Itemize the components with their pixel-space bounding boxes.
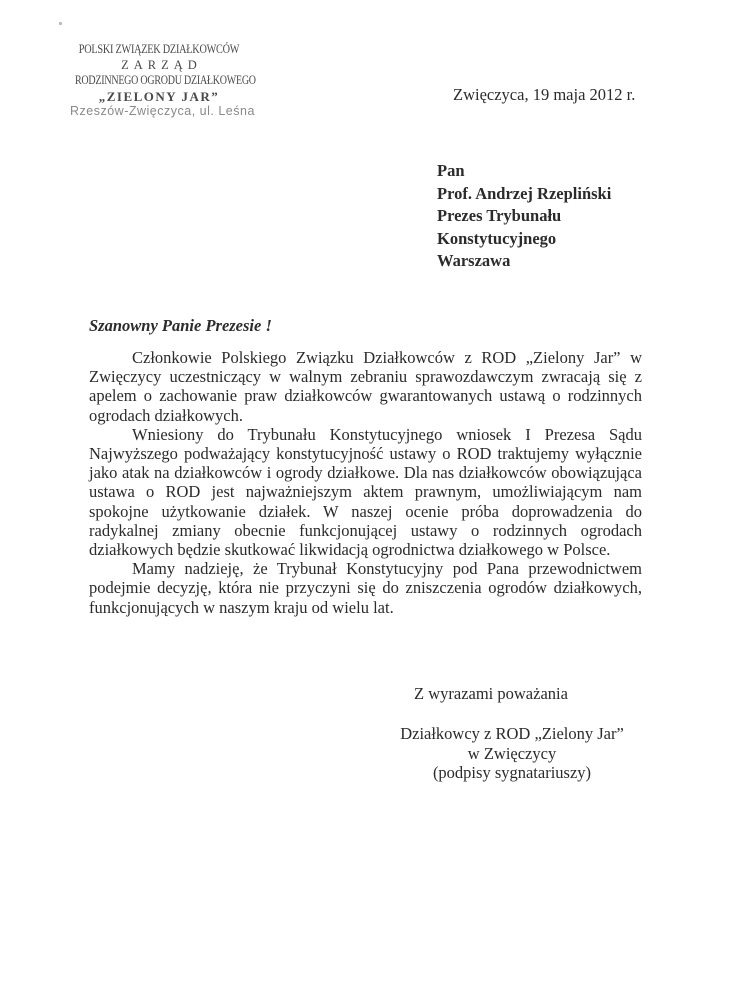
letter-date: Zwięczyca, 19 maja 2012 r. xyxy=(453,85,636,104)
stamp-line-board: ZARZĄD xyxy=(121,57,202,72)
body-paragraph: Mamy nadzieję, że Trybunał Konstytucyjny pod Pana przewodnictwem podejmie decyzję, która nie przyczyni się do zniszczenia ogrodów działkowych, funkcjonujących w naszym kraju od wielu lat. xyxy=(89,559,642,617)
signature-line-note: (podpisy sygnatariuszy) xyxy=(432,763,592,782)
scan-speck xyxy=(59,22,62,25)
addressee-city: Warszawa xyxy=(437,251,511,270)
stamp-line-garden-name: „ZIELONY JAR” xyxy=(98,88,220,104)
body-paragraph: Członkowie Polskiego Związku Działkowców z ROD „Zielony Jar” w Zwięczycy uczestniczący w walnym zebraniu sprawozdawczym zwracają się z apelem o zachowanie praw działkowców gwarantowanych ustawą o rodzinnych ogrodach działkowych. xyxy=(89,348,642,425)
addressee-institution: Konstytucyjnego xyxy=(437,228,557,248)
stamp-line-garden-type: RODZINNEGO OGRODU DZIAŁKOWEGO xyxy=(75,73,256,87)
signature-line-senders: Działkowcy z ROD „Zielony Jar” xyxy=(400,724,624,743)
addressee-block xyxy=(437,160,611,273)
stamp-line-organization: POLSKI ZWIĄZEK DZIAŁKOWCÓW xyxy=(78,42,240,56)
letter-body xyxy=(89,348,642,617)
closing-phrase: Z wyrazami poważania xyxy=(414,684,568,703)
addressee-position: Prezes Trybunału xyxy=(437,206,562,225)
organization-stamp xyxy=(54,42,264,120)
addressee-name: Prof. Andrzej Rzepliński xyxy=(437,183,612,203)
salutation: Szanowny Panie Prezesie ! xyxy=(89,316,272,335)
addressee-title: Pan xyxy=(437,161,465,180)
stamp-line-address: Rzeszów-Zwięczyca, ul. Leśna xyxy=(70,104,255,118)
body-paragraph: Wniesiony do Trybunału Konstytucyjnego wniosek I Prezesa Sądu Najwyższego podważający konstytucyjność ustawy o ROD traktujemy wyłącznie jako atak na działkowców i ogrody działkowe. Dla nas działkowców obowiązująca ustawa o ROD jest najważniejszym aktem prawnym, umożliwiającym nam spokojne użytkowanie działek. W naszej ocenie próba doprowadzenia do radykalnej zmiany obecnie funkcjonującej ustawy o rodzinnych ogrodach działkowych będzie skutkować likwidacją ogrodnictwa działkowego w Polsce. xyxy=(89,424,642,560)
signature-block xyxy=(396,724,628,783)
signature-line-location: w Zwięczycy xyxy=(467,743,557,763)
